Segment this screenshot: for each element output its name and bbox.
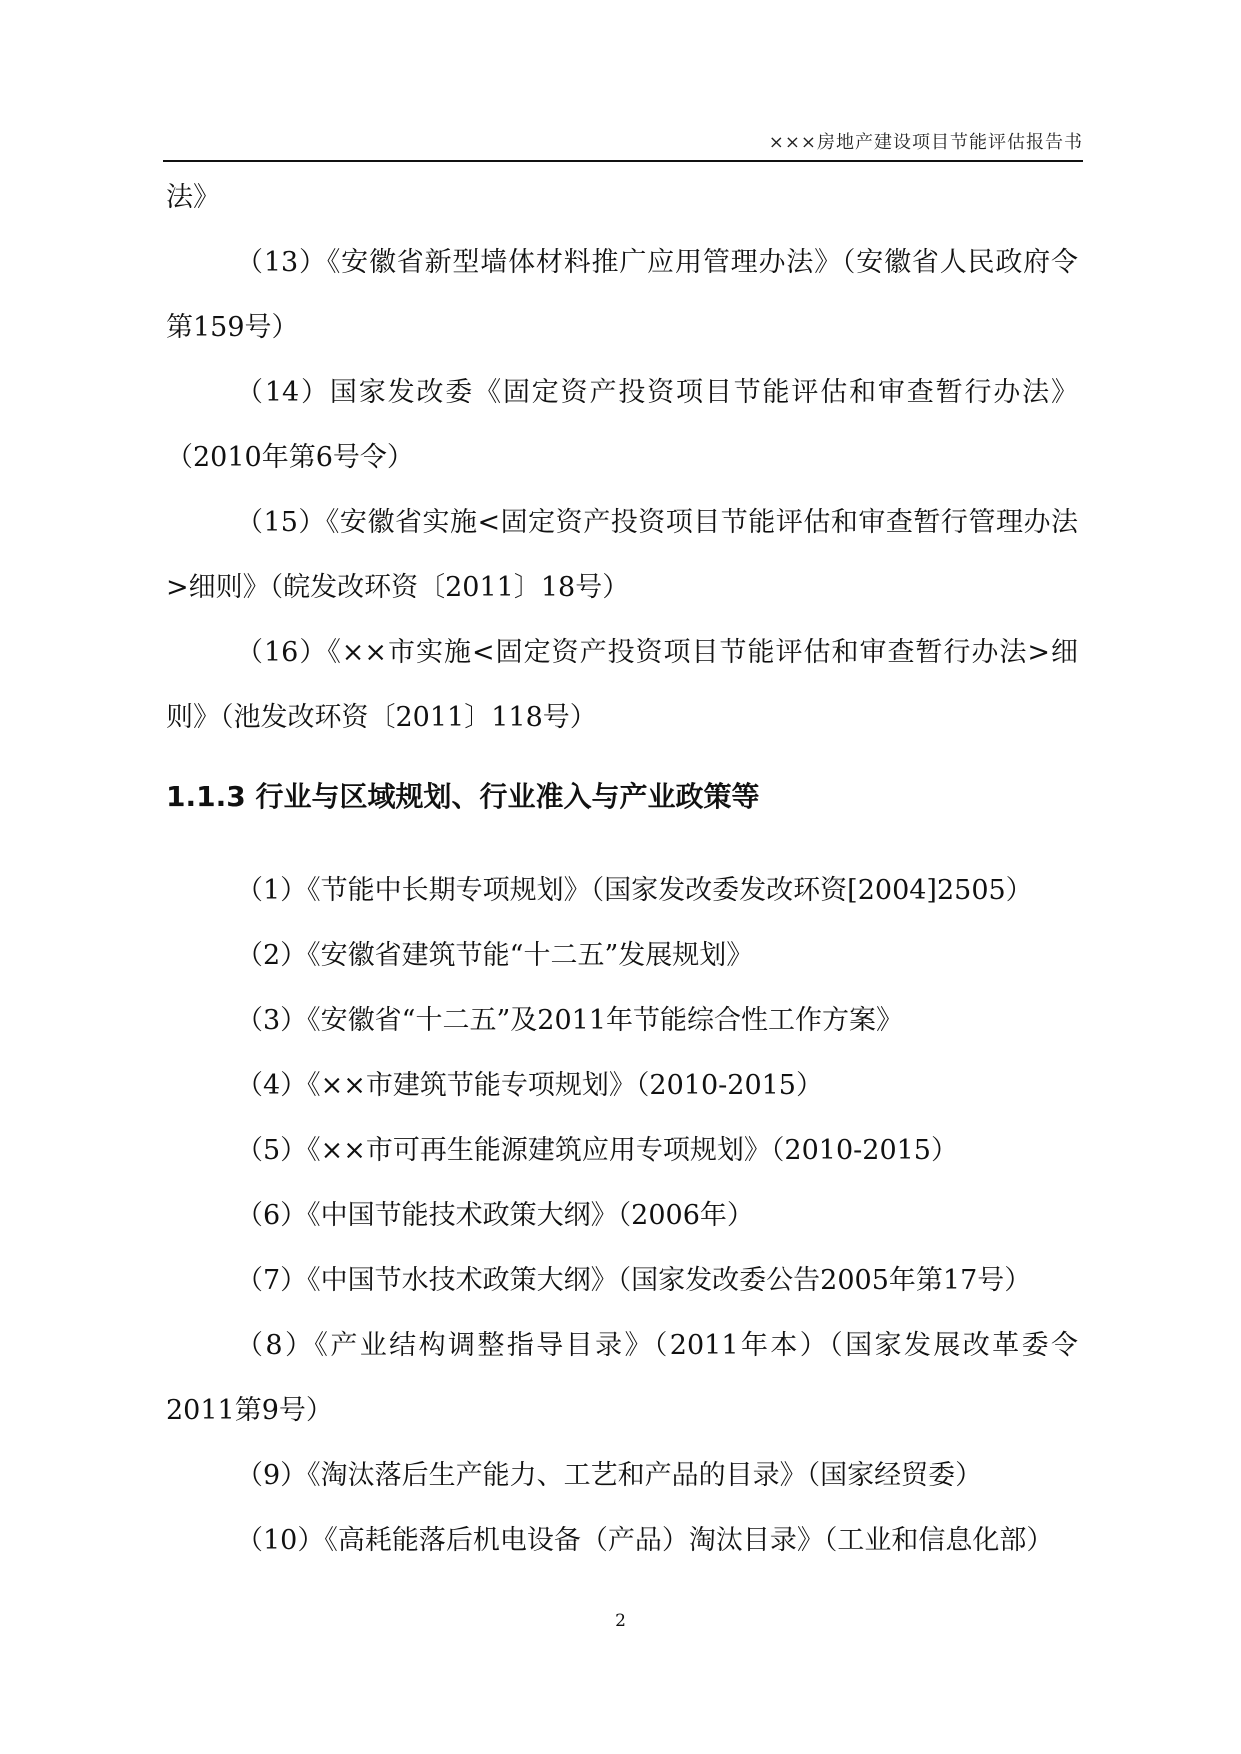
policy-item-9: （9）《淘汰落后生产能力、工艺和产品的目录》（国家经贸委） bbox=[236, 1460, 983, 1491]
policy-item-2: （2）《安徽省建筑节能“十二五”发展规划》 bbox=[236, 940, 754, 971]
reference-item-15: （15）《安徽省实施<固定资产投资项目节能评估和审查暂行管理办法>细则》（皖发改环资〔2011〕18号） bbox=[166, 507, 1078, 603]
policy-item-6: （6）《中国节能技术政策大纲》（2006年） bbox=[236, 1200, 754, 1231]
reference-item-13: （13）《安徽省新型墙体材料推广应用管理办法》（安徽省人民政府令第159号） bbox=[166, 247, 1078, 343]
reference-item-14: （14）国家发改委《固定资产投资项目节能评估和审查暂行办法》（2010年第6号令） bbox=[166, 377, 1078, 473]
policy-item-5: （5）《××市可再生能源建筑应用专项规划》（2010-2015） bbox=[236, 1135, 958, 1166]
section-heading: 1.1.3 行业与区域规划、行业准入与产业政策等 bbox=[166, 780, 760, 813]
policy-item-1: （1）《节能中长期专项规划》（国家发改委发改环资[2004]2505） bbox=[236, 875, 1033, 906]
page-header bbox=[163, 130, 1083, 162]
policy-item-3: （3）《安徽省“十二五”及2011年节能综合性工作方案》 bbox=[236, 1005, 903, 1036]
policy-item-10: （10）《高耗能落后机电设备（产品）淘汰目录》（工业和信息化部） bbox=[236, 1525, 1054, 1556]
page-number: 2 bbox=[615, 1611, 626, 1631]
header-title: ×××房地产建设项目节能评估报告书 bbox=[768, 132, 1083, 153]
continued-paragraph: 法》 bbox=[166, 182, 220, 213]
policy-item-7: （7）《中国节水技术政策大纲》（国家发改委公告2005年第17号） bbox=[236, 1265, 1032, 1296]
policy-item-8: （8）《产业结构调整指导目录》（2011年本）（国家发展改革委令2011第9号） bbox=[166, 1330, 1078, 1426]
policy-list bbox=[166, 858, 1078, 1573]
policy-item-4: （4）《××市建筑节能专项规划》（2010-2015） bbox=[236, 1070, 823, 1101]
body-text bbox=[166, 165, 1078, 750]
reference-item-16: （16）《××市实施<固定资产投资项目节能评估和审查暂行办法>细则》（池发改环资〔2011〕118号） bbox=[166, 637, 1078, 733]
